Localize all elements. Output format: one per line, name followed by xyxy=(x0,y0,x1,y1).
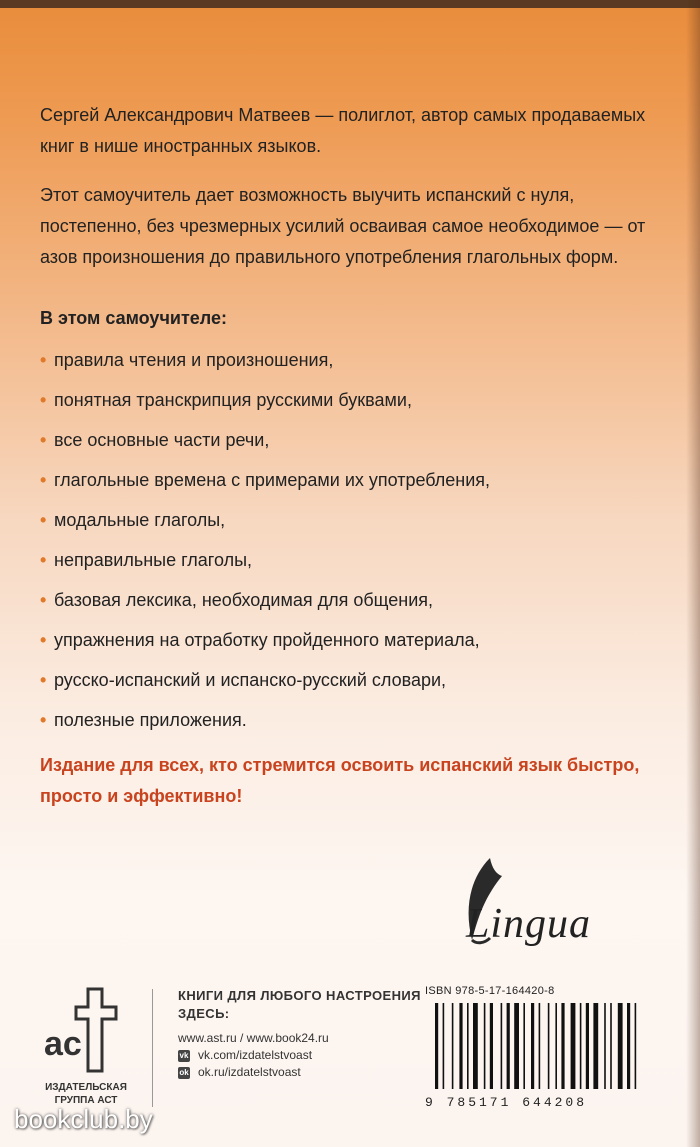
vk-link: vk.com/izdatelstvoast xyxy=(198,1048,313,1062)
bullet-icon: • xyxy=(40,390,47,410)
ok-icon: ok xyxy=(179,1067,189,1077)
bullet-icon: • xyxy=(40,630,47,650)
list-item: • понятная транскрипция русскими буквами, xyxy=(40,386,660,414)
list-item: • модальные глаголы, xyxy=(40,506,660,534)
list-item: • русско-испанский и испанско-русский словари, xyxy=(40,666,660,694)
list-item: • базовая лексика, необходимая для общения, xyxy=(40,586,660,614)
bullet-icon: • xyxy=(40,350,47,370)
bullet-icon: • xyxy=(40,710,47,730)
publisher-info xyxy=(178,987,428,1081)
lingua-series-logo xyxy=(450,848,650,958)
list-item: • все основные части речи, xyxy=(40,426,660,454)
bullet-icon: • xyxy=(40,670,47,690)
bullet-icon: • xyxy=(40,430,47,450)
lingua-wordmark: Lingua xyxy=(466,901,592,947)
ok-link-row xyxy=(178,1064,428,1081)
ast-emblem-icon xyxy=(30,985,142,1081)
bullet-icon: • xyxy=(40,510,47,530)
book-spine-edge xyxy=(686,0,700,1147)
list-item: • глагольные времена с примерами их употребления, xyxy=(40,466,660,494)
isbn-block xyxy=(425,985,657,1113)
book-top-edge xyxy=(0,0,700,8)
publisher-websites: www.ast.ru / www.book24.ru xyxy=(178,1031,329,1045)
watermark: bookclub.by xyxy=(14,1104,153,1134)
vk-icon: vk xyxy=(179,1050,189,1060)
ast-logo xyxy=(30,985,142,1113)
ok-link: ok.ru/izdatelstvoast xyxy=(198,1065,301,1079)
vk-link-row xyxy=(178,1047,428,1064)
bullet-icon: • xyxy=(40,590,47,610)
closing-statement: Издание для всех, кто стремится освоить испанский язык быстро, просто и эффективно! xyxy=(40,755,640,806)
isbn-label: ISBN 978-5-17-164420-8 xyxy=(425,985,555,997)
author-intro: Сергей Александрович Матвеев — полиглот, автор самых продаваемых книг в нише иностранных языков. xyxy=(40,105,646,156)
divider xyxy=(152,989,153,1107)
svg-text:ac: ac xyxy=(44,1025,82,1063)
book-description: Этот самоучитель дает возможность выучить испанский с нуля, постепенно, без чрезмерных усилий осваивая самое необходимое — от азов произношения до правильного употребления глагольных форм. xyxy=(40,185,646,267)
features-title: В этом самоучителе: xyxy=(40,308,227,328)
ast-logo-caption: ИЗДАТЕЛЬСКАЯ ГРУППА АСТ xyxy=(45,1082,127,1106)
list-item: • полезные приложения. xyxy=(40,706,660,734)
barcode-digits: 9 785171 644208 xyxy=(425,1095,588,1110)
barcode-icon xyxy=(425,1001,657,1093)
bullet-icon: • xyxy=(40,550,47,570)
publisher-footer xyxy=(30,985,670,1115)
bullet-icon: • xyxy=(40,470,47,490)
back-cover-text xyxy=(40,100,660,812)
list-item: • правила чтения и произношения, xyxy=(40,346,660,374)
features-list xyxy=(40,346,660,734)
publisher-heading: КНИГИ ДЛЯ ЛЮБОГО НАСТРОЕНИЯ ЗДЕСЬ: xyxy=(178,988,421,1021)
list-item: • упражнения на отработку пройденного материала, xyxy=(40,626,660,654)
list-item: • неправильные глаголы, xyxy=(40,546,660,574)
